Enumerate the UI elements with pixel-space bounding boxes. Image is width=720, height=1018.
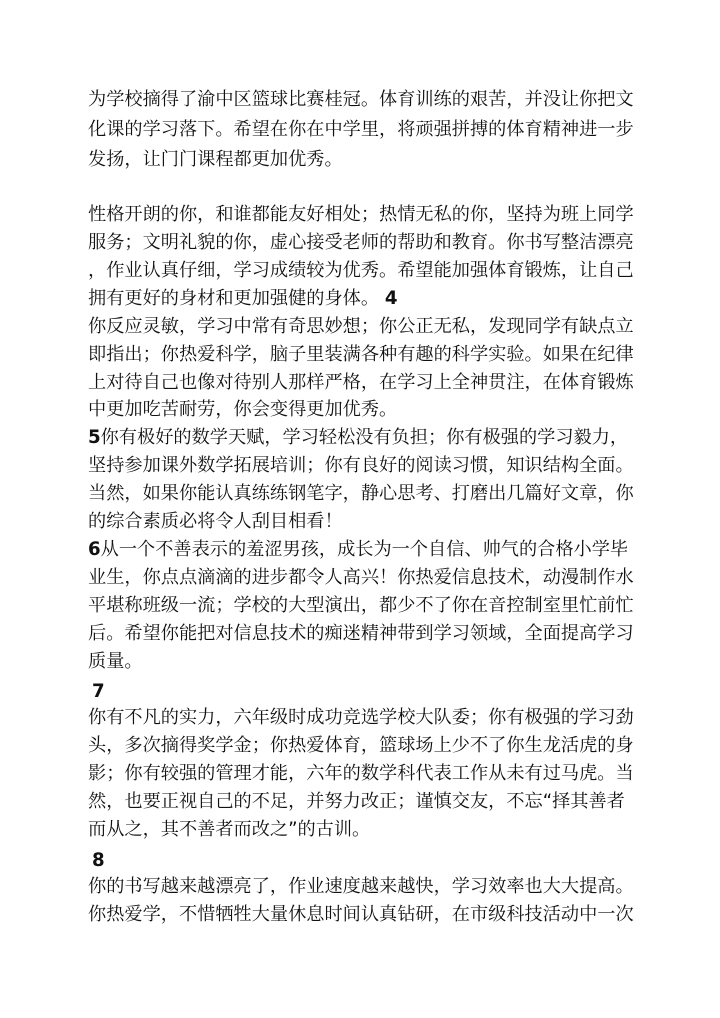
text-line-3: 发扬，让门门课程都更加优秀。 <box>88 149 343 170</box>
item-number-6: 6 <box>88 539 101 560</box>
item-number-7: 7 <box>92 681 105 702</box>
text-line-1: 为学校摘得了渝中区篮球比赛桂冠。体育训练的艰苦，并没让你把文 <box>88 89 634 110</box>
text-line-20: 质量。 <box>88 651 143 672</box>
text-line-15: 的综合素质必将令人刮目相看！ <box>88 511 343 532</box>
text-line-13: 坚持参加课外数学拓展培训；你有良好的阅读习惯，知识结构全面。 <box>88 455 634 476</box>
text-line-23: 影；你有较强的管理才能，六年的数学科代表工作从未有过马虎。当 <box>88 763 634 784</box>
text-line-8: 你反应灵敏，学习中常有奇思妙想；你公正无私，发现同学有缺点立 <box>88 316 634 337</box>
item-number-4: 4 <box>384 288 398 309</box>
text-line-17: 业生，你点点滴滴的进步都令人高兴！你热爱信息技术，动漫制作水 <box>88 567 634 588</box>
item-number-5: 5 <box>88 427 101 448</box>
text-line-4: 性格开朗的你，和谁都能友好相处；热情无私的你，坚持为班上同学 <box>88 204 634 225</box>
text-line-9: 即指出；你热爱科学，脑子里装满各种有趣的科学实验。如果在纪律 <box>88 344 634 365</box>
text-line-24: 然，也要正视自己的不足，并努力改正；谨慎交友，不忘“择其善者 <box>88 791 625 812</box>
text-line-27: 你热爱学，不惜牺牲大量休息时间认真钻研，在市级科技活动中一次 <box>88 904 634 925</box>
text-line-7: 拥有更好的身材和更加强健的身体。 4 <box>88 288 398 309</box>
text-line-21: 你有不凡的实力，六年级时成功竞选学校大队委；你有极强的学习劲 <box>88 707 634 728</box>
text-line-6: ，作业认真仔细，学习成绩较为优秀。希望能加强体育锻炼，让自己 <box>88 260 634 281</box>
text-line-22: 头，多次摘得奖学金；你热爱体育，篮球场上少不了你生龙活虎的身 <box>88 735 634 756</box>
text-line-12: 5你有极好的数学天赋，学习轻松没有负担；你有极强的学习毅力， <box>88 427 629 448</box>
text-line-26: 你的书写越来越漂亮了，作业速度越来越快，学习效率也大大提高。 <box>88 876 634 897</box>
text-line-16: 6从一个不善表示的羞涩男孩，成长为一个自信、帅气的合格小学毕 <box>88 539 629 560</box>
text-line-19: 后。希望你能把对信息技术的痴迷精神带到学习领域，全面提高学习 <box>88 623 634 644</box>
text-line-5: 服务；文明礼貌的你，虚心接受老师的帮助和教育。你书写整洁漂亮 <box>88 232 634 253</box>
text-line-11: 中更加吃苦耐劳，你会变得更加优秀。 <box>88 399 398 420</box>
text-line-14: 当然，如果你能认真练练钢笔字，静心思考、打磨出几篇好文章，你 <box>88 483 634 504</box>
text-line-18: 平堪称班级一流；学校的大型演出，都少不了你在音控制室里忙前忙 <box>88 595 634 616</box>
text-line-2: 化课的学习落下。希望在你在中学里，将顽强拼搏的体育精神进一步 <box>88 119 634 140</box>
item-number-8: 8 <box>92 850 105 871</box>
text-line-25: 而从之，其不善者而改之”的古训。 <box>88 819 371 840</box>
text-line-10: 上对待自己也像对待别人那样严格，在学习上全神贯注，在体育锻炼 <box>88 372 634 393</box>
